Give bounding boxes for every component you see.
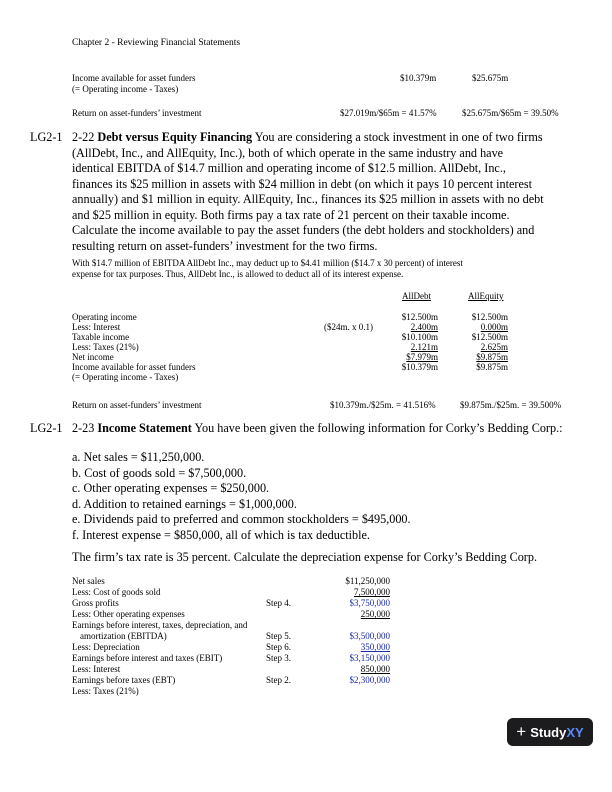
p22-row-label: Taxable income — [72, 332, 130, 342]
p22-first-line — [72, 130, 543, 146]
p23-row-value: $2,300,000 — [349, 675, 390, 685]
p22-col-header-allequity: AllEquity — [468, 291, 504, 301]
p23-row-value: $11,250,000 — [345, 576, 390, 586]
p22-note-line: With $14.7 million of EBITDA AllDebt Inc., may deduct up to $4.41 million ($14.7 x 30 percent) of interest — [72, 258, 463, 268]
p22-return-alldebt: $10.379m./$25m. = 41.516% — [330, 400, 436, 410]
p22-row-alldebt: $12.500m — [401, 312, 438, 322]
p23-row-value: 350,000 — [360, 642, 390, 652]
p23-row-label: Less: Cost of goods sold — [72, 587, 161, 597]
brand-name-xy: XY — [566, 724, 584, 740]
carry-income-a: $10.379m — [400, 73, 437, 83]
p23-row-label: Net sales — [72, 576, 105, 586]
p22-row-label: Less: Taxes (21%) — [72, 342, 139, 352]
p23-row-value: 850,000 — [360, 664, 390, 674]
p22-row-note: (= Operating income - Taxes) — [72, 372, 179, 382]
p22-row-allequity: 2.625m — [480, 342, 508, 352]
p22-text-line: You are considering a stock investment in one of two firms — [254, 130, 543, 144]
p22-row-allequity: $12.500m — [471, 312, 508, 322]
p23-row-value: $3,500,000 — [349, 631, 390, 641]
p23-row-step: Step 2. — [266, 675, 292, 685]
p22-title: Debt versus Equity Financing — [97, 130, 253, 144]
p23-lg-tag: LG2-1 — [30, 421, 63, 435]
p22-note-line: expense for tax purposes. Thus, AllDebt Inc., is allowed to deduct all of its interest expense. — [72, 269, 404, 279]
p23-intro: You have been given the following information for Corky’s Bedding Corp.: — [194, 421, 563, 435]
p23-item: f. Interest expense = $850,000, all of which is tax deductible. — [72, 527, 370, 542]
p23-row-label: Earnings before interest and taxes (EBIT) — [72, 653, 223, 663]
p23-row-label: Gross profits — [72, 598, 119, 608]
page-header: Chapter 2 - Reviewing Financial Statements — [72, 38, 241, 48]
p22-text-line: (AllDebt, Inc., and AllEquity, Inc.), both of which operate in the same industry and have — [72, 145, 504, 160]
p23-item: b. Cost of goods sold = $7,500,000. — [72, 465, 247, 480]
p22-row-allequity: $12.500m — [471, 332, 508, 342]
p22-row-calc: ($24m. x 0.1) — [324, 322, 373, 332]
p23-item: e. Dividends paid to preferred and common stockholders = $495,000. — [72, 512, 411, 526]
p22-row-allequity: 0.000m — [480, 322, 508, 332]
carry-return-a: $27.019m/$65m = 41.57% — [340, 108, 437, 118]
p23-row-label: amortization (EBITDA) — [80, 631, 167, 641]
plus-icon: + — [516, 722, 527, 741]
p23-row-label: Less: Other operating expenses — [72, 609, 185, 619]
p22-text-line: and $25 million in equity. Both firms pay a tax rate of 21 percent on their taxable income. — [72, 207, 510, 222]
p22-text-line: finances its $25 million in assets with $24 million in debt (on which it pays 10 percent interest — [72, 176, 533, 191]
p22-return-label: Return on asset-funders’ investment — [72, 400, 202, 410]
p22-col-header-alldebt: AllDebt — [402, 291, 431, 301]
carry-return-b: $25.675m/$65m = 39.50% — [462, 108, 559, 118]
p22-row-label: Operating income — [72, 312, 137, 322]
p22-row-allequity: $9.875m — [476, 352, 508, 362]
p23-item: a. Net sales = $11,250,000. — [72, 450, 205, 464]
p23-row-label: Earnings before interest, taxes, depreciation, and — [72, 620, 248, 630]
carry-income-note: (= Operating income - Taxes) — [72, 84, 179, 94]
p22-text-line: annually) and $1 million in equity. AllEquity, Inc., finances its $25 million in assets with no debt — [72, 192, 544, 206]
p22-lg-tag: LG2-1 — [30, 130, 63, 144]
p23-row-step: Step 4. — [266, 598, 292, 608]
p23-number: 2-23 — [72, 421, 95, 435]
carry-return-label: Return on asset-funders’ investment — [72, 108, 202, 118]
p22-row-alldebt: 2.121m — [410, 342, 438, 352]
p23-row-label: Less: Depreciation — [72, 642, 140, 652]
p23-title: Income Statement — [97, 421, 192, 435]
studyxy-badge[interactable] — [507, 718, 593, 746]
p22-number: 2-22 — [72, 130, 95, 144]
p22-row-alldebt: $10.100m — [401, 332, 438, 342]
p22-text-line: Calculate the income available to pay the asset funders (the debt holders and stockholders) and — [72, 223, 535, 237]
p23-row-label: Earnings before taxes (EBT) — [72, 675, 176, 685]
p23-first-line — [72, 421, 563, 437]
p23-row-value: $3,750,000 — [349, 598, 390, 608]
p23-row-step: Step 5. — [266, 631, 292, 641]
carry-income-b: $25.675m — [472, 73, 509, 83]
p22-row-allequity: $9.875m — [476, 362, 508, 372]
p23-row-step: Step 3. — [266, 653, 292, 663]
p22-row-alldebt: $10.379m — [401, 362, 438, 372]
p23-item: c. Other operating expenses = $250,000. — [72, 481, 270, 495]
p22-row-label: Less: Interest — [72, 322, 121, 332]
carry-income-label: Income available for asset funders — [72, 73, 196, 83]
p22-text-line: resulting return on asset-funders’ investment for the two firms. — [72, 238, 378, 253]
p22-row-alldebt: 2.400m — [410, 322, 438, 332]
p23-row-value: 250,000 — [360, 609, 390, 619]
brand-name-study: Study — [530, 724, 567, 740]
p22-text-line: identical EBITDA of $14.7 million and operating income of $12.5 million. AllDebt, Inc., — [72, 161, 506, 175]
p23-question: The firm’s tax rate is 35 percent. Calculate the depreciation expense for Corky’s Bedding Corp. — [72, 550, 538, 564]
p22-row-label: Income available for asset funders — [72, 362, 196, 372]
p23-row-value: 7,500,000 — [354, 587, 390, 597]
p23-row-step: Step 6. — [266, 642, 292, 652]
p22-row-label: Net income — [72, 352, 114, 362]
p22-return-allequity: $9.875m./$25m. = 39.500% — [460, 400, 562, 410]
p23-row-value: $3,150,000 — [349, 653, 390, 663]
p22-row-alldebt: $7.979m — [406, 352, 438, 362]
p23-row-label: Less: Taxes (21%) — [72, 686, 139, 696]
p23-item: d. Addition to retained earnings = $1,000,000. — [72, 496, 297, 511]
p23-row-label: Less: Interest — [72, 664, 121, 674]
